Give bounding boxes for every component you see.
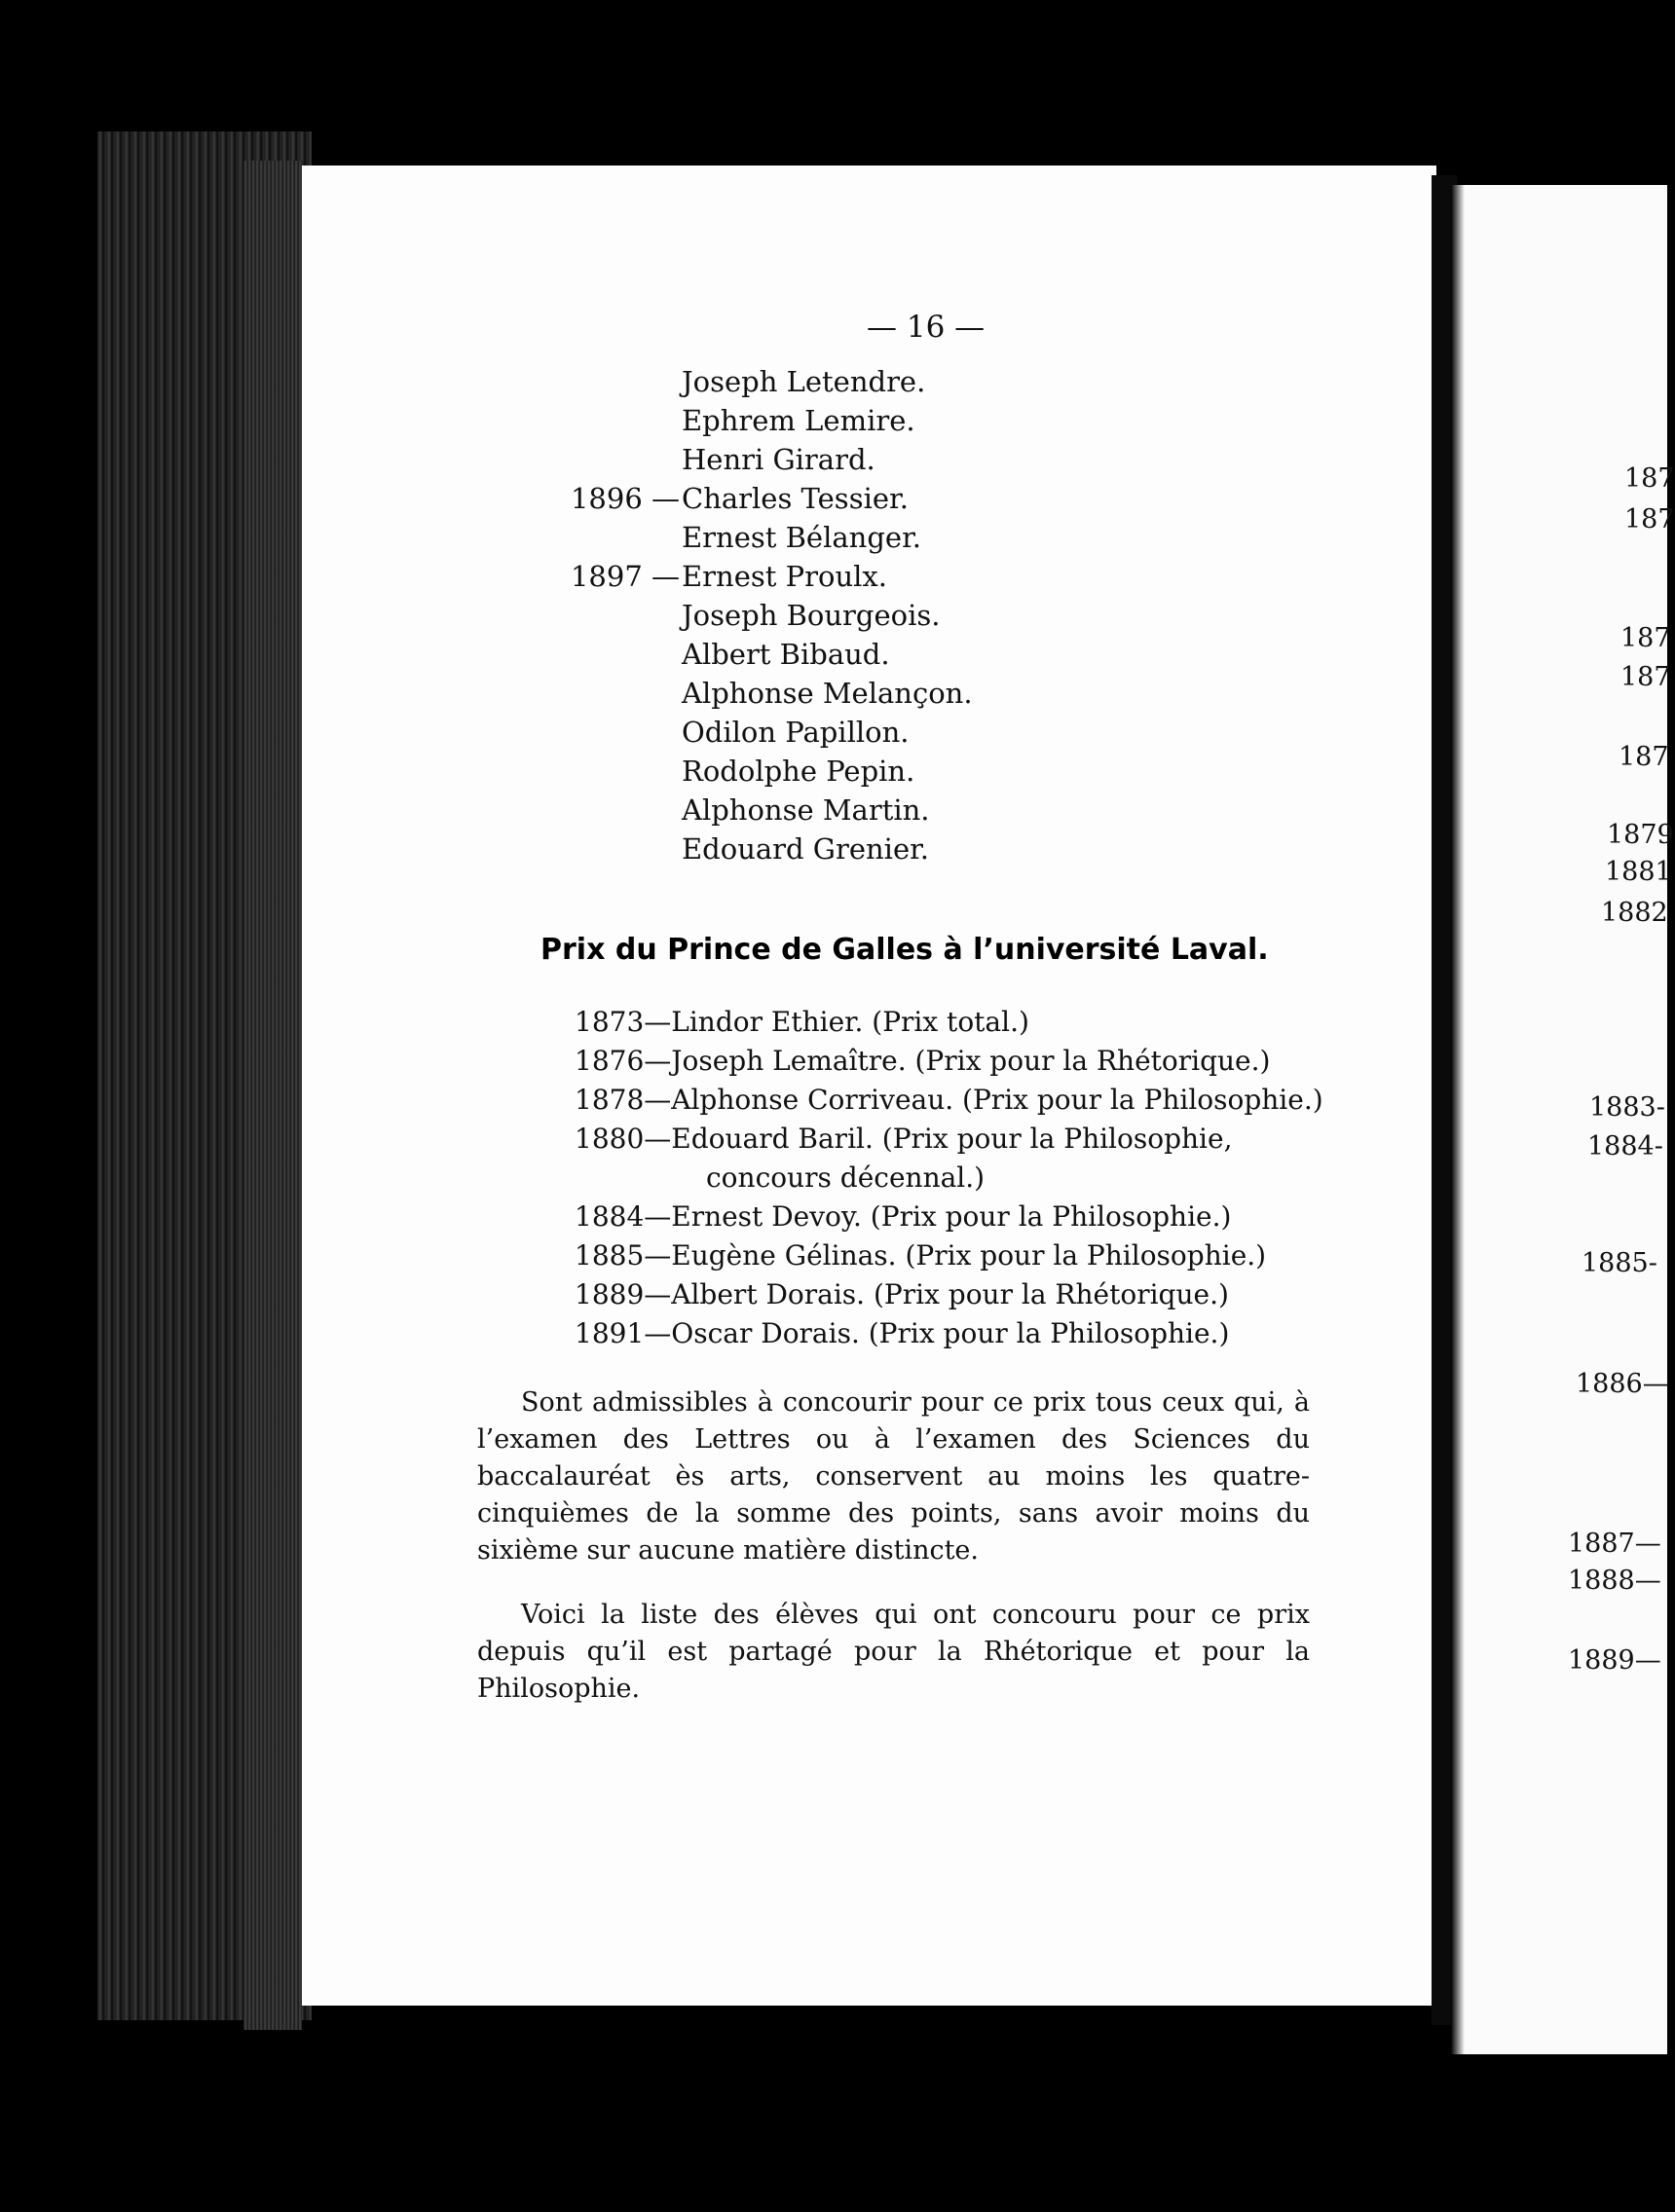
facing-page-year: 1886— — [1576, 1369, 1669, 1399]
list-item: Henri Girard. — [682, 443, 875, 476]
page-number: — 16 — — [867, 310, 986, 345]
list-item: 1873—Lindor Ethier. (Prix total.) — [575, 1006, 1029, 1038]
book-page-edges-inner — [243, 161, 302, 2030]
list-item: Joseph Bourgeois. — [682, 599, 941, 632]
list-item: 1880—Edouard Baril. (Prix pour la Philosophie, — [575, 1123, 1233, 1155]
list-item: 1889—Albert Dorais. (Prix pour la Rhétorique.) — [575, 1278, 1229, 1310]
facing-page-year: 1883- — [1589, 1092, 1665, 1123]
list-item: 1897 — Ernest Proulx. — [570, 560, 887, 593]
body-paragraph: Sont admissibles à concourir pour ce prix tous ceux qui, à l’examen des Lettres ou à l’examen des Sciences du baccalauréat ès arts, conservent au moins les quatre-cinquièmes de la somme des points, sans avoir moins du sixième sur aucune matière distincte. — [477, 1387, 1310, 1566]
facing-page-year: 1882 — [1601, 898, 1668, 928]
list-item: Ernest Bélanger. — [682, 521, 921, 554]
winners-list — [575, 1003, 1323, 1353]
list-item: 1878—Alphonse Corriveau. (Prix pour la Philosophie.) — [575, 1084, 1323, 1116]
list-item: 1891—Oscar Dorais. (Prix pour la Philosophie.) — [575, 1317, 1230, 1349]
facing-page-year: 187 — [1620, 662, 1671, 692]
list-item: Ephrem Lemire. — [682, 404, 915, 437]
facing-page-year: 1889— — [1568, 1645, 1661, 1676]
facing-page-year: 1888— — [1568, 1566, 1661, 1596]
list-item: 1884—Ernest Devoy. (Prix pour la Philosophie.) — [575, 1200, 1232, 1233]
facing-page-year: 187 — [1624, 504, 1675, 535]
facing-page-year: 1885- — [1582, 1248, 1657, 1278]
facing-page-year: 187 — [1620, 623, 1671, 653]
list-item: Alphonse Melançon. — [682, 677, 973, 710]
facing-page-year: 1887— — [1568, 1529, 1661, 1559]
body-paragraph: Voici la liste des élèves qui ont concouru pour ce prix depuis qu’il est partagé pour la Rhétorique et pour la Philosophie. — [477, 1600, 1310, 1704]
list-item: Joseph Letendre. — [682, 365, 926, 398]
list-item: 1876—Joseph Lemaître. (Prix pour la Rhétorique.) — [575, 1045, 1271, 1077]
facing-page-year: 187 — [1619, 742, 1669, 772]
names-list — [570, 362, 973, 868]
section-heading: Prix du Prince de Galles à l’université Laval. — [540, 933, 1269, 967]
list-item: Alphonse Martin. — [682, 793, 930, 827]
list-item: concours décennal.) — [706, 1161, 986, 1194]
facing-page-shadow — [1451, 185, 1465, 2054]
list-item: Odilon Papillon. — [682, 716, 910, 749]
facing-page-year: 1881 — [1605, 857, 1672, 887]
list-item: Rodolphe Pepin. — [682, 755, 915, 788]
list-item: Edouard Grenier. — [682, 832, 930, 866]
list-item: Albert Bibaud. — [682, 638, 890, 671]
facing-page-year: 1879 — [1607, 820, 1674, 850]
list-item: 1896 — Charles Tessier. — [570, 482, 909, 515]
list-item: 1885—Eugène Gélinas. (Prix pour la Philosophie.) — [575, 1239, 1267, 1272]
facing-page-year: 187 — [1624, 463, 1675, 494]
facing-page-year: 1884- — [1587, 1131, 1663, 1161]
